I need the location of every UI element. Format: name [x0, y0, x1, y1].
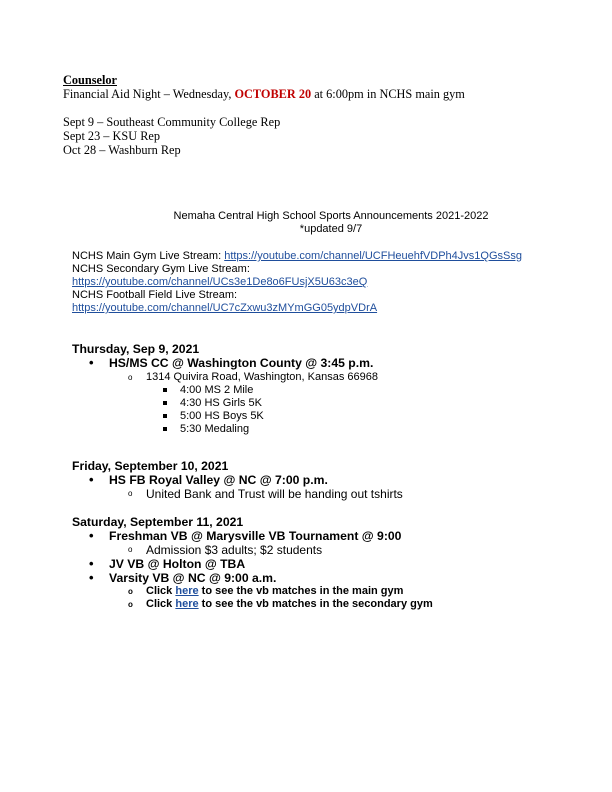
thursday-heading: Thursday, Sep 9, 2021: [72, 342, 200, 356]
main-gym-vb-text: to see the vb matches in the main gym: [198, 585, 404, 597]
main-gym-stream-line: [72, 250, 592, 263]
sports-title-block: [0, 210, 612, 236]
saturday-event-freshman-vb: • Freshman VB @ Marysville VB Tournament @ 9:00: [72, 529, 602, 543]
main-gym-vb-link[interactable]: here: [175, 585, 199, 597]
saturday-event-jv-vb: • JV VB @ Holton @ TBA: [72, 557, 602, 571]
thursday-schedule-item: 4:30 HS Girls 5K: [72, 397, 592, 410]
secondary-gym-vb-link[interactable]: here: [175, 598, 199, 610]
main-gym-stream-link[interactable]: https://youtube.com/channel/UCFHeuehfVDPh4Jvs1QGsSsg: [224, 250, 522, 262]
aid-night-text-pre: Financial Aid Night – Wednesday,: [63, 87, 235, 101]
thursday-address: o 1314 Quivira Road, Washington, Kansas 66968: [72, 371, 592, 384]
thursday-section: [72, 342, 592, 436]
secondary-gym-stream-link[interactable]: https://youtube.com/channel/UCs3e1De8o6FUsjX5U63c3eQ: [72, 276, 368, 288]
friday-event: • HS FB Royal Valley @ NC @ 7:00 p.m.: [72, 473, 592, 487]
main-gym-stream-label: NCHS Main Gym Live Stream:: [72, 250, 225, 262]
click-text: Click: [146, 585, 176, 597]
thursday-schedule-item: 5:30 Medaling: [72, 423, 592, 436]
college-rep-1: Sept 9 – Southeast Community College Rep: [63, 115, 281, 129]
live-streams: [72, 250, 592, 315]
saturday-admission: o Admission $3 adults; $2 students: [72, 543, 602, 557]
thursday-schedule-item: 4:00 MS 2 Mile: [72, 384, 592, 397]
click-text: Click: [146, 598, 176, 610]
thursday-schedule-item: 5:00 HS Boys 5K: [72, 410, 592, 423]
sports-updated-note: *updated 9/7: [299, 223, 363, 235]
saturday-heading: Saturday, September 11, 2021: [72, 515, 244, 529]
counselor-heading: Counselor: [63, 73, 117, 87]
secondary-gym-stream-label: NCHS Secondary Gym Live Stream:: [72, 263, 250, 275]
friday-note: o United Bank and Trust will be handing out tshirts: [72, 487, 592, 501]
aid-night-date: OCTOBER 20: [234, 87, 312, 101]
secondary-gym-vb-line: [72, 598, 602, 611]
financial-aid-night-line: [63, 87, 583, 101]
friday-heading: Friday, September 10, 2021: [72, 459, 229, 473]
thursday-event: • HS/MS CC @ Washington County @ 3:45 p.m.: [72, 356, 592, 370]
main-gym-vb-line: [72, 585, 602, 598]
secondary-gym-vb-text: to see the vb matches in the secondary gym: [198, 598, 433, 610]
friday-section: [72, 459, 592, 501]
saturday-event-varsity-vb: • Varsity VB @ NC @ 9:00 a.m.: [72, 571, 602, 585]
college-rep-3: Oct 28 – Washburn Rep: [63, 143, 181, 157]
saturday-section: [72, 515, 602, 611]
football-field-stream-link[interactable]: https://youtube.com/channel/UC7cZxwu3zMYmGG05ydpVDrA: [72, 302, 378, 314]
aid-night-text-post: at 6:00pm in NCHS main gym: [311, 87, 465, 101]
college-rep-2: Sept 23 – KSU Rep: [63, 129, 161, 143]
sports-title: Nemaha Central High School Sports Announcements 2021-2022: [173, 210, 489, 222]
counselor-section: [63, 73, 583, 157]
football-field-stream-label: NCHS Football Field Live Stream:: [72, 289, 238, 301]
